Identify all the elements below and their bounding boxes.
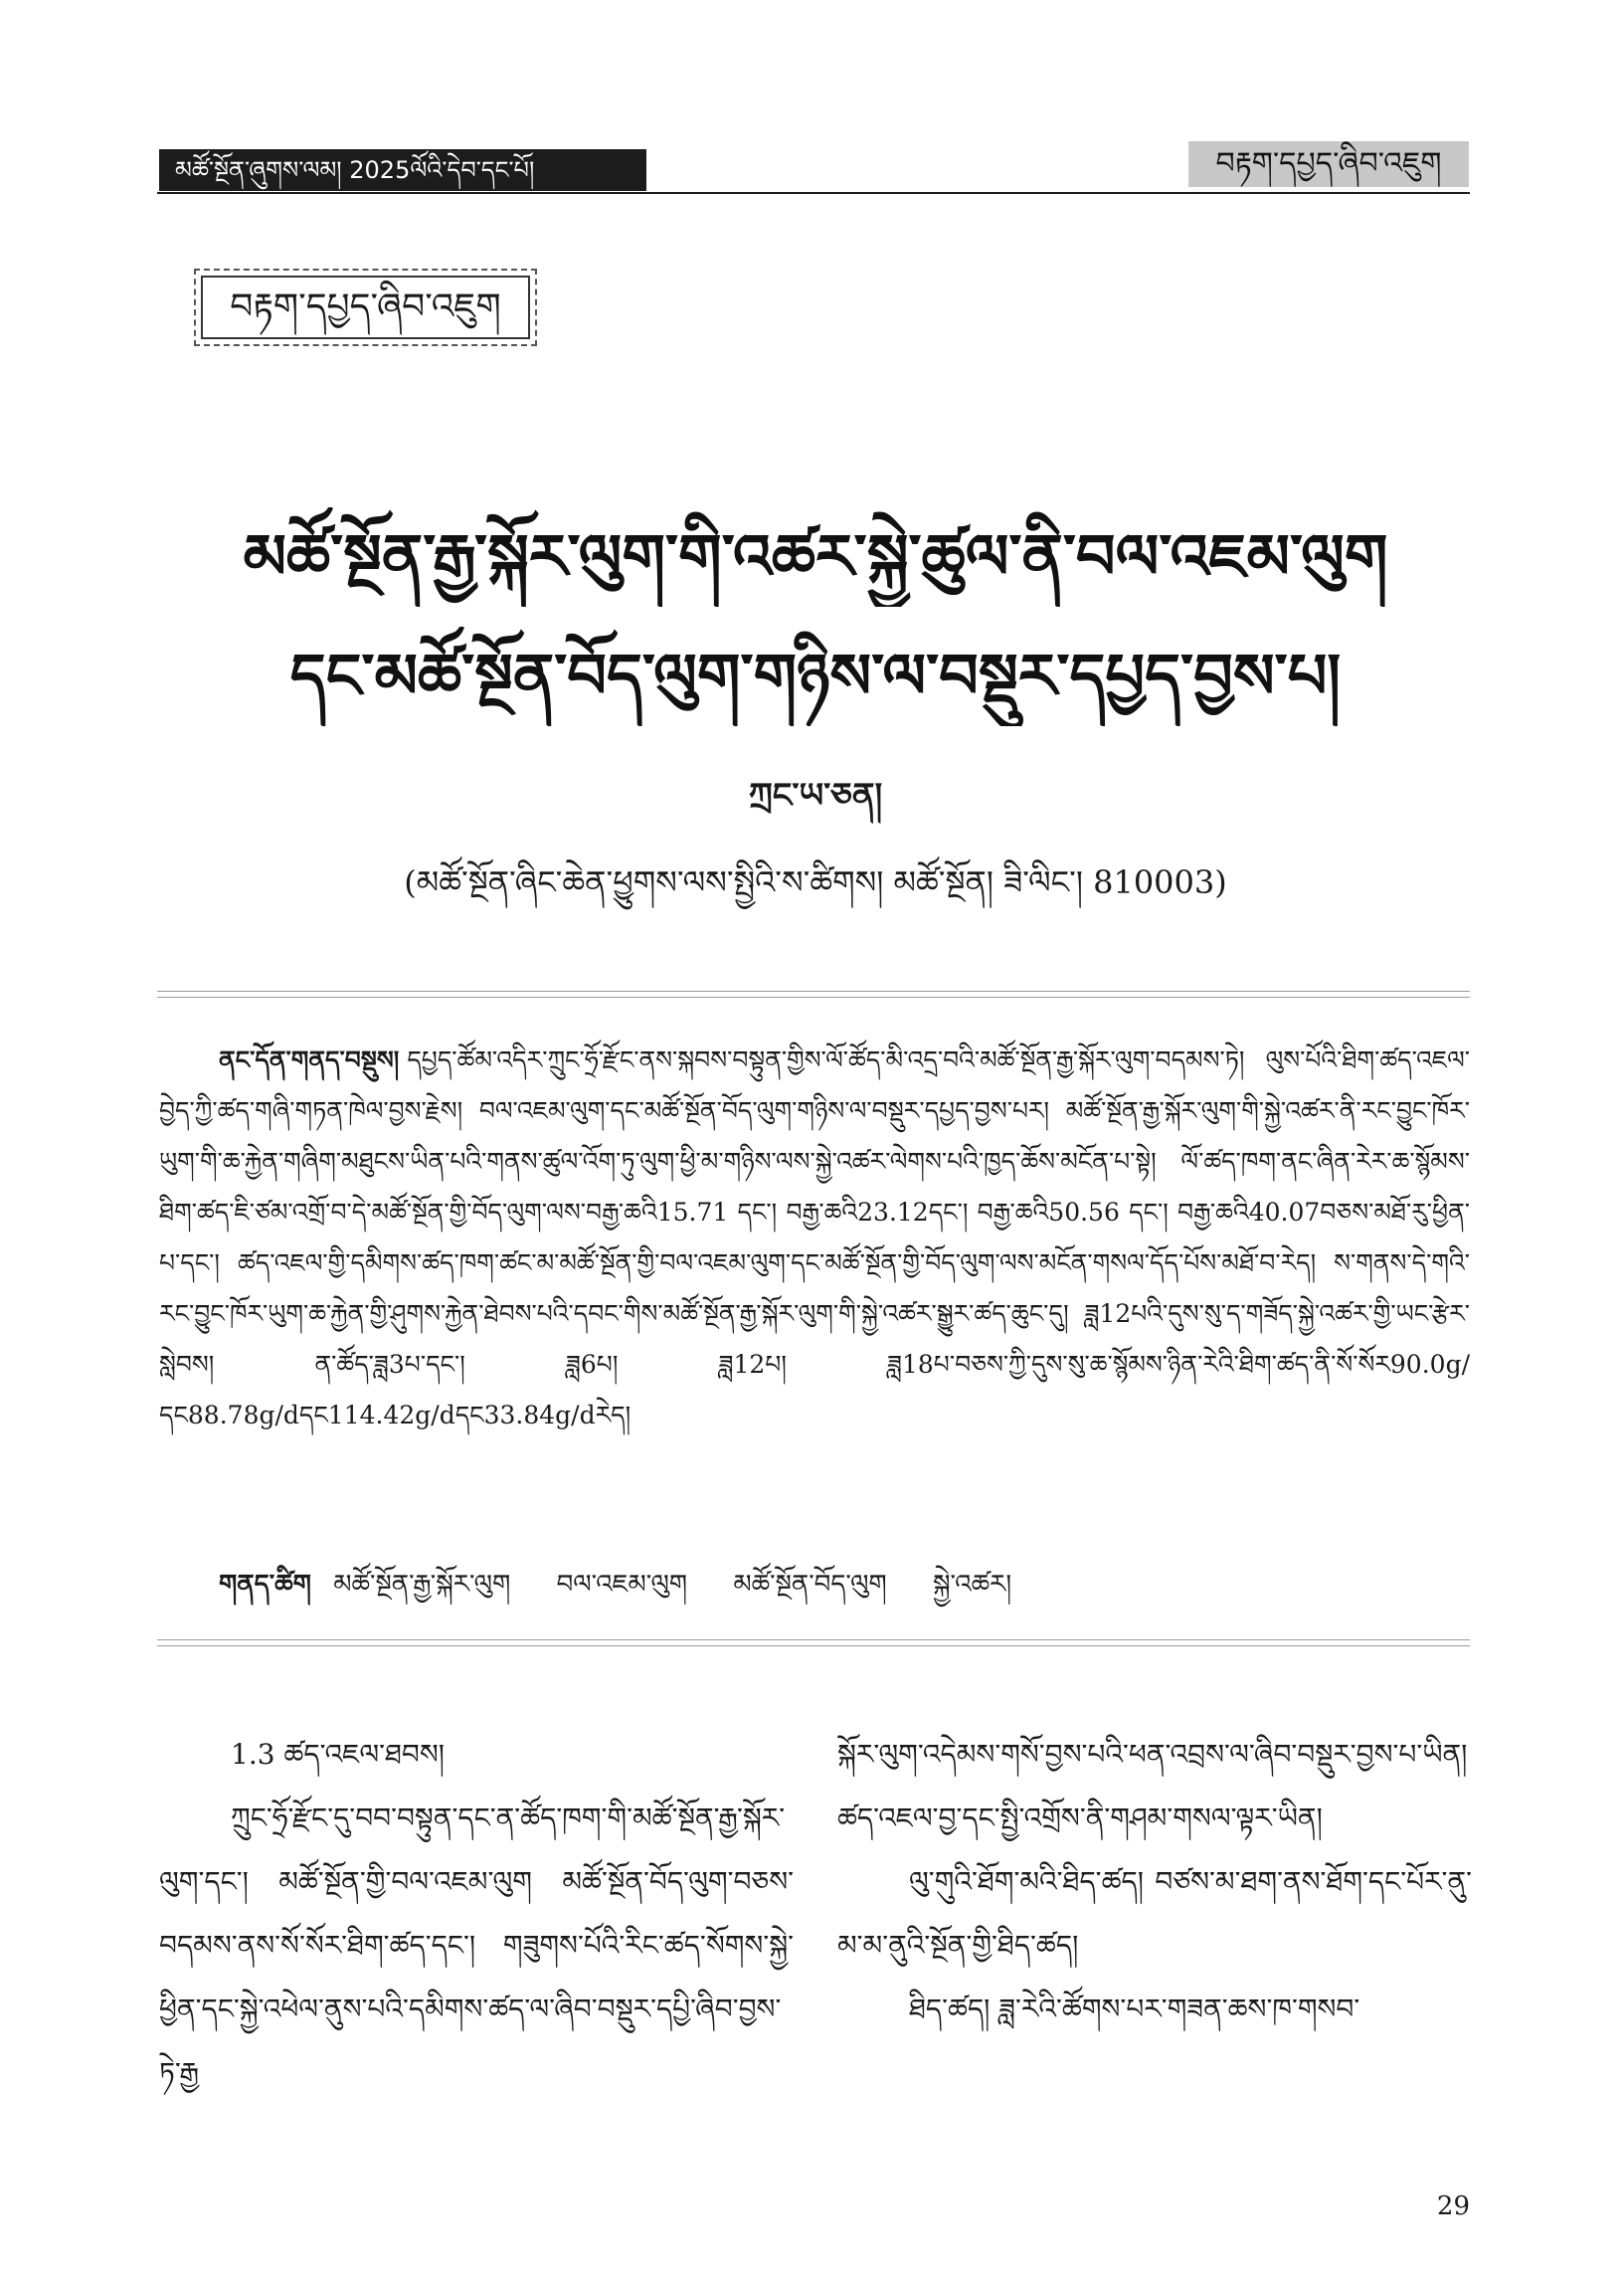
author-affiliation: (མཚོ་སྔོན་ཞིང་ཆེན་ཕྱུགས་ལས་སྤྱིའི་ས་ཚིགས། མཚོ་སྔོན། ཟི་ལིང་། 810003) [404,863,1227,901]
abstract-bottom-rule [157,1639,1470,1646]
header-rule [157,192,1470,194]
body-paragraph: ཀྲུང་ཧྲོ་རྫོང་དུ་བབ་བསྟུན་དང་ན་ཚོད་ཁག་གི་མཚོ་སྔོན་རྒྱ་སྐོར་ལུག་དང་། མཚོ་སྔོན་གྱི་བལ་འཇམ་ལུག མཚོ་སྔོན་བོད་ལུག་བཅས་བདམས་ནས་སོ་སོར་ཐིག་ཚད་དང་། གཟུགས་པོའི་རིང་ཚད་སོགས་སྐྱེ་ཕྱིན་དང་སྐྱེ་འཕེལ་ནུས་པའི་དམིགས་ཚད་ལ་ཞིབ་བསྡུར་དཔྱི་ཞིབ་བྱས་ཏེ་རྒྱ [159,1802,794,2089]
keyword: བལ་འཇམ་ལུག [556,1570,688,1600]
abstract-text: དཔྱད་ཚོམ་འདིར་ཀྲུང་ཧྲོ་རྫོང་ནས་སྐབས་བསྟུན་གྱིས་ལོ་ཚོད་མི་འདྲ་བའི་མཚོ་སྔོན་རྒྱ་སྐོར་ལུག་བདམས་ཏེ། ལུས་པོའི་ཐིག་ཚད་འཇལ་བྱེད་ཀྱི་ཚད་གཞི་གཏན་ཁེལ་བྱས་རྗེས། བལ་འཇམ་ལུག་དང་མཚོ་སྔོན་བོད་ལུག་གཉིས་ལ་བསྡུར་དཔྱད་བྱས་པར། མཚོ་སྔོན་རྒྱ་སྐོར་ལུག་གི་སྐྱེ་འཚར་ནི་རང་བྱུང་ཁོར་ཡུག་གི་ཆ་རྐྱེན་གཞིག་མཐུངས་ཡིན་པའི་གནས་ཚུལ་འོག་ཏུ་ལུག་ཕྱི་མ་གཉིས་ལས་སྐྱེ་འཚར་ལེགས་པའི་ཁྱད་ཆོས་མངོན་པ་སྟེ། ལོ་ཚད་ཁག་ནང་ཞིན་རེར་ཆ་སྙོམས་ཐིག་ཚད་ཇི་ཙམ་འགྲོ་བ་དེ་མཚོ་སྔོན་གྱི་བོད་ལུག་ལས་བརྒྱ་ཆའི15.71 དང་། བརྒྱ་ཆའི23.12དང་། བརྒྱ་ཆའི50.56 དང་། བརྒྱ་ཆའི40.07བཅས་མཐོ་རུ་ཕྱིན་པ་དང་། ཚད་འཇལ་གྱི་དམིགས་ཚད་ཁག་ཚང་མ་མཚོ་སྔོན་གྱི་བལ་འཇམ་ལུག་དང་མཚོ་སྔོན་གྱི་བོད་ལུག་ལས་མངོན་གསལ་དོད་པོས་མཐོ་བ་རེད། ས་གནས་དེ་གའི་རང་བྱུང་ཁོར་ཡུག་ཆ་རྐྱེན་གྱི་ཤུགས་རྐྱེན་ཐེབས་པའི་དབང་གིས་མཚོ་སྔོན་རྒྱ་སྐོར་ལུག་གི་སྐྱེ་འཚར་སྒྱུར་ཚད་ཆུང་དུ། ཟླ12པའི་དུས་སུ་ད་གཟོད་སྐྱེ་འཚར་གྱི་ཡང་རྩེར་སླེབས། ན་ཚོད་ཟླ3པ་དང་། ཟླ6པ། ཟླ12པ། ཟླ18པ་བཅས་ཀྱི་དུས་སུ་ཆ་སྙོམས་ཉིན་རེའི་ཐིག་ཚད་ནི་སོ་སོར90.0g/དང88.78g/dདང114.42g/dདང33.84g/dརེད། [159,1045,1470,1429]
keywords [219,1560,1470,1610]
article-title-line-1: མཚོ་སྔོན་རྒྱ་སྐོར་ལུག་གི་འཚར་སྐྱེ་ཚུལ་ནི་བལ་འཇམ་ལུག [243,520,1388,593]
abstract-top-rule [157,991,1470,998]
article-title-line-2: དང་མཚོ་སྔོན་བོད་ལུག་གཉིས་ལ་བསྡུར་དཔྱད་བྱས་པ། [289,640,1342,712]
keyword: སྐྱེ་འཚར། [933,1570,1012,1600]
section-label-box [194,269,537,346]
body-paragraph: ཐིད་ཚད། ཟླ་རེའི་ཚོགས་པར་གཟན་ཆས་ཁ་གསབ་ [909,1993,1360,2025]
running-header-journal: མཚོ་སྔོན་ཞུགས་ལམ། 2025ལོའི་དེབ་དང་པོ། [159,149,646,191]
abstract-label: ནང་དོན་གནད་བསྡུས། [219,1045,400,1074]
keywords-label: གནད་ཚིག [219,1570,311,1600]
keyword: མཚོ་སྔོན་བོད་ལུག [733,1570,887,1600]
running-header-section: བརྟག་དཔྱད་ཞིབ་འཇུག [1188,141,1469,187]
subsection-heading: 1.3 ཚད་འཇལ་ཐབས། [231,1738,445,1771]
abstract [159,1035,1470,1440]
body-column-left [159,1723,794,2105]
body-paragraph: ལུ་གུའི་ཐོག་མའི་ཐིད་ཚད། བཙས་མ་ཐག་ནས་ཐོག་དང་པོར་ནུ་མ་མ་ནུའི་སྔོན་གྱི་ཐིད་ཚད། [837,1865,1472,1962]
keyword: མཚོ་སྔོན་རྒྱ་སྐོར་ལུག [333,1570,511,1600]
author-name: ཀྲང་ཡ་ཅན། [748,776,883,816]
section-label: བརྟག་དཔྱད་ཞིབ་འཇུག [201,276,530,339]
body-column-right [837,1723,1472,2041]
body-paragraph: སྐོར་ལུག་འདེམས་གསོ་བྱས་པའི་ཕན་འབྲས་ལ་ཞིབ་བསྡུར་བྱས་པ་ཡིན། ཚད་འཇལ་བྱ་དང་སྤྱི་འགྲོས་ནི་གཤམ་གསལ་ལྟར་ཡིན། [837,1738,1468,1834]
page-number: 29 [1436,2191,1470,2221]
